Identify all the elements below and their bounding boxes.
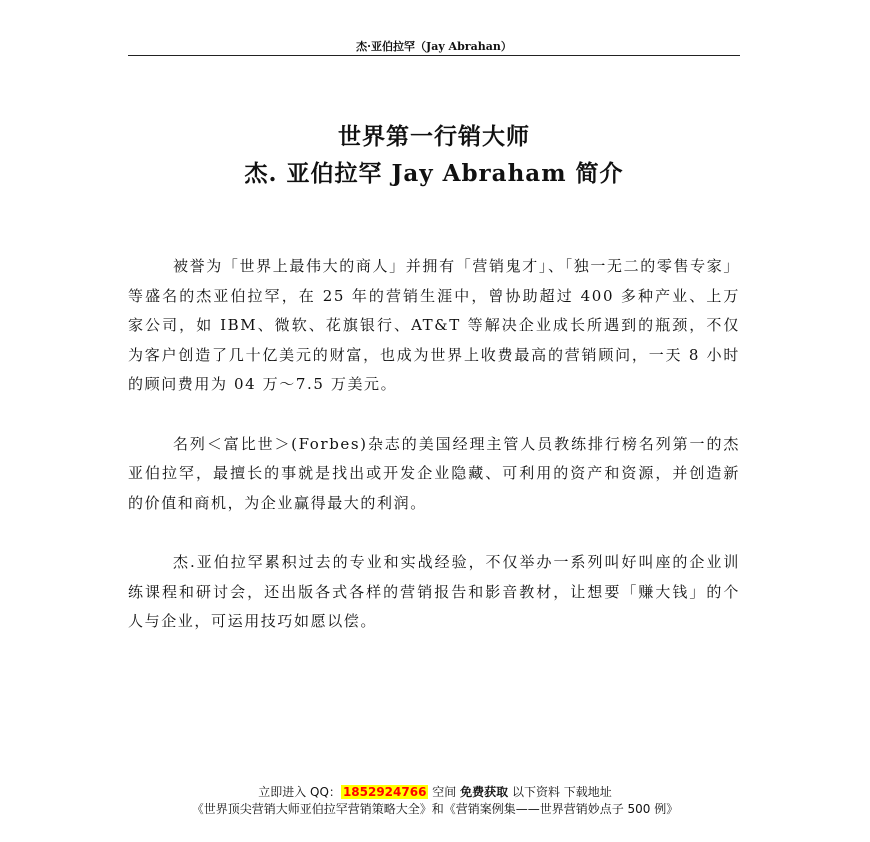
- footer-promo: [100, 784, 770, 818]
- footer-line-1: [100, 784, 770, 801]
- footer-space-label: 空间: [432, 785, 457, 799]
- running-header: 杰·亚伯拉罕（Jay Abrahan）: [356, 40, 512, 53]
- body-paragraph-1: 被誉为「世界上最伟大的商人」并拥有「营销鬼才」、「独一无二的零售专家」等盛名的杰亚伯拉罕，在 25 年的营销生涯中，曾协助超过 400 多种产业、上万家公司，如 IBM、微软、花旗银行、AT&T 等解决企业成长所遇到的瓶颈，不仅为客户创造了几十亿美元的财富，也成为世界上收费最高的营销顾问，一天 8 小时的顾问费用为 04 万～7.5 万美元。: [128, 257, 740, 393]
- footer-prefix: 立即进入 QQ：: [258, 785, 341, 799]
- footer-free-get: 免费获取: [460, 785, 509, 799]
- title-line-1: 世界第一行销大师: [338, 123, 530, 150]
- footer-suffix: 以下资料 下载地址: [511, 785, 612, 799]
- header-divider: [128, 55, 740, 56]
- body-paragraph-3: 杰.亚伯拉罕累积过去的专业和实战经验，不仅举办一系列叫好叫座的企业训练课程和研讨会，还出版各式各样的营销报告和影音教材，让想要「赚大钱」的个人与企业，可运用技巧如愿以偿。: [128, 553, 740, 630]
- qq-number: 1852924766: [342, 785, 427, 799]
- document-title: [128, 118, 740, 192]
- footer-line-2: 《世界顶尖营销大师亚伯拉罕营销策略大全》和《营销案例集——世界营销妙点子 500 例》: [191, 802, 679, 816]
- body-paragraph-2: 名列＜富比世＞(Forbes)杂志的美国经理主管人员教练排行榜名列第一的杰亚伯拉罕，最擅长的事就是找出或开发企业隐藏、可利用的资产和资源，并创造新的价值和商机，为企业赢得最大的利润。: [128, 434, 740, 512]
- document-body: [128, 252, 740, 667]
- title-line-2: 杰. 亚伯拉罕 Jay Abraham 简介: [244, 160, 624, 187]
